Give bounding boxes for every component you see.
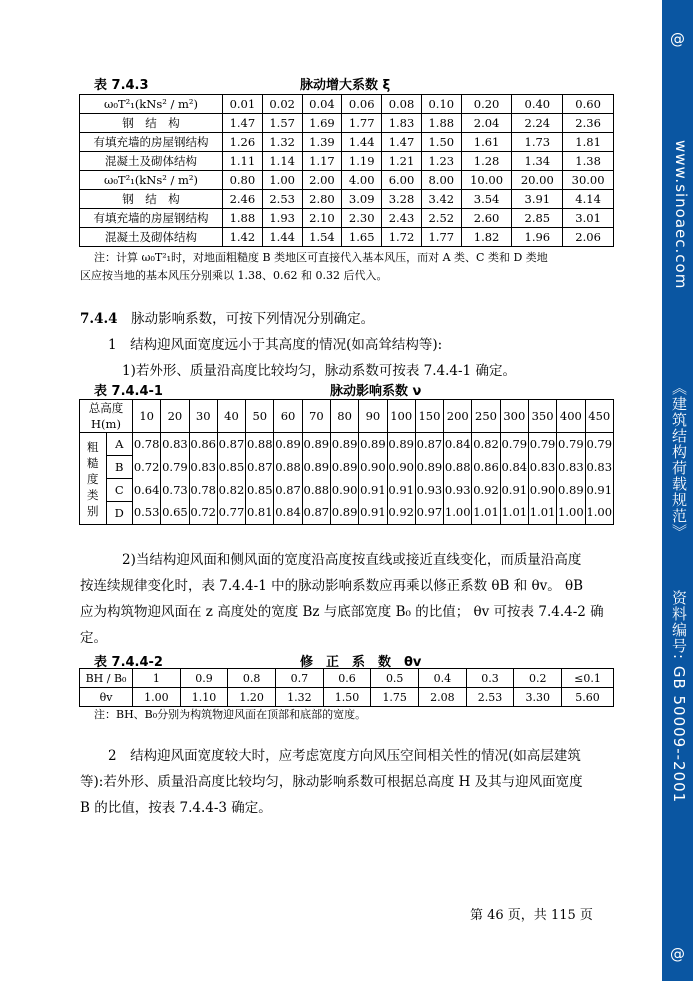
table-cell: 1.88: [223, 209, 263, 228]
table-cell: 0.86: [472, 456, 500, 479]
table-cell: 1.01: [472, 502, 500, 525]
table-cell: 0.87: [415, 433, 443, 456]
sidebar-strip: [662, 0, 693, 981]
table-cell: 1.50: [323, 688, 371, 707]
roughness-char: 糙: [87, 455, 99, 470]
table-cell: 20.00: [512, 171, 563, 190]
table-cell: 0.92: [472, 479, 500, 502]
table-cell: 0.06: [342, 95, 382, 114]
table-cell: 0.97: [415, 502, 443, 525]
roughness-char: 别: [87, 503, 99, 518]
para-3-line-3: B 的比值，按表 7.4.4-3 确定。: [80, 800, 272, 816]
table-cell: 0.89: [330, 433, 358, 456]
table-row: [80, 228, 614, 247]
table-cell: 1.19: [342, 152, 382, 171]
height-cell: 300: [500, 400, 528, 433]
table-7441-number: 表 7.4.4-1: [94, 384, 163, 399]
table-row: [80, 209, 614, 228]
table-cell: 0.3: [466, 669, 514, 688]
table-cell: 0.53: [133, 502, 161, 525]
table-cell: 0.73: [161, 479, 189, 502]
table-cell: 1.42: [223, 228, 263, 247]
section-744-text: 脉动影响系数，可按下列情况分别确定。: [131, 311, 375, 327]
table-cell: 1.21: [382, 152, 422, 171]
table-7442-title: 修 正 系 数 θv: [300, 655, 422, 670]
table-743: [79, 94, 614, 247]
roughness-label: [80, 433, 107, 525]
table-cell: 0.88: [246, 433, 274, 456]
table-row-label: 混凝土及砌体结构: [80, 228, 223, 247]
height-cell: 100: [387, 400, 415, 433]
para-2-line-2: 按连续规律变化时，表 7.4.4-1 中的脉动影响系数应再乘以修正系数 θB 和 θv。 θB: [80, 578, 584, 594]
table-row: [80, 152, 614, 171]
para-3-line-2: 等):若外形、质量沿高度比较均匀，脉动影响系数可根据总高度 H 及其与迎风面宽度: [80, 774, 583, 790]
height-cell: 80: [330, 400, 358, 433]
table-cell: 2.10: [302, 209, 342, 228]
table-cell: 2.24: [512, 114, 563, 133]
section-744-heading: [80, 306, 374, 332]
table-7442-note: 注：BH、B₀分别为构筑物迎风面在顶部和底部的宽度。: [94, 708, 367, 721]
table-cell: 10.00: [461, 171, 512, 190]
category-label: C: [106, 479, 133, 502]
at-symbol-bottom: @: [670, 945, 685, 963]
height-cell: 200: [444, 400, 472, 433]
table-row-label: 钢 结 构: [80, 190, 223, 209]
table-cell: 0.64: [133, 479, 161, 502]
table-cell: 0.83: [528, 456, 556, 479]
table-cell: 0.80: [223, 171, 263, 190]
table-cell: 0.4: [419, 669, 467, 688]
table-cell: 0.8: [228, 669, 276, 688]
table-row-label: 有填充墙的房屋钢结构: [80, 209, 223, 228]
table-cell: 0.90: [330, 479, 358, 502]
table-cell: 0.87: [246, 456, 274, 479]
table-cell: 0.85: [246, 479, 274, 502]
table-cell: 1.83: [382, 114, 422, 133]
table-cell: 3.28: [382, 190, 422, 209]
table-cell: 0.65: [161, 502, 189, 525]
table-cell: 0.93: [444, 479, 472, 502]
table-row: [80, 171, 614, 190]
table-cell: 0.91: [500, 479, 528, 502]
table-cell: 1.61: [461, 133, 512, 152]
table-cell: 1.11: [223, 152, 263, 171]
table-cell: 1.26: [223, 133, 263, 152]
table-cell: 1.96: [512, 228, 563, 247]
table-cell: 0.81: [246, 502, 274, 525]
table-row: [80, 133, 614, 152]
table-cell: 1.47: [223, 114, 263, 133]
table-cell: 0.88: [444, 456, 472, 479]
table-cell: 0.20: [461, 95, 512, 114]
table-cell: 0.91: [585, 479, 614, 502]
table-cell: 3.54: [461, 190, 512, 209]
table-cell: 0.9: [180, 669, 228, 688]
table-cell: 0.89: [302, 456, 330, 479]
table-cell: 0.60: [563, 95, 614, 114]
table-cell: 0.89: [274, 433, 302, 456]
table-cell: 2.06: [563, 228, 614, 247]
table-cell: 0.6: [323, 669, 371, 688]
table-cell: 0.84: [500, 456, 528, 479]
table-cell: 0.88: [302, 479, 330, 502]
table-cell: 2.53: [466, 688, 514, 707]
category-label: A: [106, 433, 133, 456]
table-cell: 2.80: [302, 190, 342, 209]
table-cell: 1.47: [382, 133, 422, 152]
table-cell: 0.79: [528, 433, 556, 456]
table-cell: 2.46: [223, 190, 263, 209]
table-cell: 0.72: [133, 456, 161, 479]
table-cell: 6.00: [382, 171, 422, 190]
table-cell: 0.72: [189, 502, 217, 525]
table-cell: 1.10: [180, 688, 228, 707]
height-cell: 150: [415, 400, 443, 433]
table-cell: 1.00: [262, 171, 302, 190]
table-cell: 3.09: [342, 190, 382, 209]
table-cell: 0.02: [262, 95, 302, 114]
height-cell: 10: [133, 400, 161, 433]
table-row-label: 有填充墙的房屋钢结构: [80, 133, 223, 152]
table-cell: 0.79: [557, 433, 585, 456]
table-743-note-1: 注：计算 ω₀T²₁时，对地面粗糙度 B 类地区可直接代入基本风压，而对 A 类、C 类和 D 类地: [94, 251, 548, 264]
table-cell: 2.08: [419, 688, 467, 707]
table-row: [80, 456, 614, 479]
table-cell: 0.83: [189, 456, 217, 479]
table-cell: 0.91: [387, 479, 415, 502]
table-cell: 0.04: [302, 95, 342, 114]
table-cell: 0.83: [585, 456, 614, 479]
table-cell: 0.7: [276, 669, 324, 688]
height-header: 总高度 H(m): [80, 400, 133, 433]
table-cell: 0.89: [302, 433, 330, 456]
roughness-char: 粗: [87, 439, 99, 454]
table-cell: 0.90: [359, 456, 387, 479]
book-title: 《建筑结构荷载规范》: [670, 380, 688, 540]
category-label: D: [106, 502, 133, 525]
table-cell: 0.89: [330, 456, 358, 479]
table-cell: 3.42: [421, 190, 461, 209]
table-cell: 1.93: [262, 209, 302, 228]
table-cell: 1.39: [302, 133, 342, 152]
table-cell: 1.01: [500, 502, 528, 525]
table-cell: 1.32: [262, 133, 302, 152]
table-cell: 1.14: [262, 152, 302, 171]
table-cell: 1.77: [421, 228, 461, 247]
table-7442: [79, 668, 614, 707]
table-cell: 0.2: [514, 669, 562, 688]
table-row-label: θv: [80, 688, 133, 707]
table-row-label: 钢 结 构: [80, 114, 223, 133]
table-cell: 0.82: [217, 479, 245, 502]
table-cell: 0.89: [359, 433, 387, 456]
table-cell: 0.87: [274, 479, 302, 502]
height-cell: 60: [274, 400, 302, 433]
table-cell: 1.72: [382, 228, 422, 247]
table-cell: 0.91: [359, 502, 387, 525]
table-cell: 1.00: [585, 502, 614, 525]
table-cell: 2.52: [421, 209, 461, 228]
height-cell: 400: [557, 400, 585, 433]
height-cell: 50: [246, 400, 274, 433]
table-cell: 0.79: [500, 433, 528, 456]
table-row: [80, 688, 614, 707]
site-url: www.sinoaec.com: [672, 140, 690, 290]
table-cell: 0.79: [585, 433, 614, 456]
table-cell: 1.28: [461, 152, 512, 171]
table-cell: 0.92: [387, 502, 415, 525]
table-header-row: [80, 400, 614, 433]
height-cell: 20: [161, 400, 189, 433]
height-cell: 90: [359, 400, 387, 433]
table-cell: 2.43: [382, 209, 422, 228]
table-cell: 1.88: [421, 114, 461, 133]
table-row: [80, 433, 614, 456]
table-row: [80, 95, 614, 114]
table-cell: 0.10: [421, 95, 461, 114]
table-cell: 1.54: [302, 228, 342, 247]
table-cell: 0.90: [387, 456, 415, 479]
table-row-label: 混凝土及砌体结构: [80, 152, 223, 171]
table-cell: 1.77: [342, 114, 382, 133]
table-cell: 5.60: [562, 688, 614, 707]
table-row-header: ω₀T²₁(kNs² / m²): [80, 171, 223, 190]
table-row: [80, 669, 614, 688]
table-cell: 1.23: [421, 152, 461, 171]
table-cell: 0.89: [415, 456, 443, 479]
table-cell: 3.91: [512, 190, 563, 209]
item-1-sub: 1)若外形、质量沿高度比较均匀，脉动系数可按表 7.4.4-1 确定。: [122, 363, 516, 379]
table-cell: 0.84: [274, 502, 302, 525]
table-cell: 8.00: [421, 171, 461, 190]
table-cell: 0.86: [189, 433, 217, 456]
table-cell: 2.60: [461, 209, 512, 228]
table-cell: 0.84: [444, 433, 472, 456]
table-row-header: ω₀T²₁(kNs² / m²): [80, 95, 223, 114]
table-cell: 0.87: [217, 433, 245, 456]
table-cell: 3.01: [563, 209, 614, 228]
height-cell: 70: [302, 400, 330, 433]
section-744-number: 7.4.4: [80, 311, 118, 327]
roughness-char: 类: [87, 487, 99, 502]
page-footer: 第 46 页，共 115 页: [470, 908, 593, 923]
table-cell: 2.04: [461, 114, 512, 133]
table-cell: 0.78: [189, 479, 217, 502]
table-cell: 1.44: [342, 133, 382, 152]
table-cell: 30.00: [563, 171, 614, 190]
table-cell: 1.00: [444, 502, 472, 525]
table-cell: 0.91: [359, 479, 387, 502]
table-cell: 1.73: [512, 133, 563, 152]
table-cell: 0.87: [302, 502, 330, 525]
table-cell: 3.30: [514, 688, 562, 707]
roughness-char: 度: [87, 471, 99, 486]
item-1: 1 结构迎风面宽度远小于其高度的情况(如高耸结构等):: [108, 337, 443, 353]
height-cell: 250: [472, 400, 500, 433]
table-cell: 1.69: [302, 114, 342, 133]
table-cell: 1.38: [563, 152, 614, 171]
para-2-line-1: 2)当结构迎风面和侧风面的宽度沿高度按直线或接近直线变化，而质量沿高度: [122, 552, 582, 568]
category-label: B: [106, 456, 133, 479]
table-row: [80, 502, 614, 525]
table-cell: 0.93: [415, 479, 443, 502]
para-3-line-1: 2 结构迎风面宽度较大时，应考虑宽度方向风压空间相关性的情况(如高层建筑: [108, 748, 581, 764]
table-cell: 0.78: [133, 433, 161, 456]
table-cell: 1.44: [262, 228, 302, 247]
table-cell: 0.5: [371, 669, 419, 688]
para-2-line-3: 应为构筑物迎风面在 z 高度处的宽度 Bz 与底部宽度 B₀ 的比值； θv 可按表 7.4.4-2 确: [80, 604, 604, 620]
table-cell: 2.85: [512, 209, 563, 228]
table-cell: 1.00: [133, 688, 181, 707]
table-cell: ≤0.1: [562, 669, 614, 688]
height-cell: 350: [528, 400, 556, 433]
table-cell: 1.32: [276, 688, 324, 707]
table-cell: 0.88: [274, 456, 302, 479]
table-cell: 2.53: [262, 190, 302, 209]
table-cell: 1.34: [512, 152, 563, 171]
table-cell: 1.81: [563, 133, 614, 152]
height-cell: 450: [585, 400, 614, 433]
height-cell: 30: [189, 400, 217, 433]
table-cell: 1.20: [228, 688, 276, 707]
table-cell: 0.01: [223, 95, 263, 114]
table-cell: 0.82: [472, 433, 500, 456]
table-cell: 2.36: [563, 114, 614, 133]
table-cell: 0.77: [217, 502, 245, 525]
table-row: [80, 479, 614, 502]
table-cell: 1.50: [421, 133, 461, 152]
table-cell: 1.00: [557, 502, 585, 525]
table-cell: 0.40: [512, 95, 563, 114]
table-cell: 0.89: [557, 479, 585, 502]
table-cell: 1.17: [302, 152, 342, 171]
table-row: [80, 114, 614, 133]
table-cell: 2.30: [342, 209, 382, 228]
table-cell: 2.00: [302, 171, 342, 190]
document-number: 资料编号: GB 50009--2001: [670, 590, 688, 804]
table-cell: 0.89: [330, 502, 358, 525]
table-7441: [79, 399, 614, 525]
height-cell: 40: [217, 400, 245, 433]
table-cell: 1.65: [342, 228, 382, 247]
table-7441-title: 脉动影响系数 ν: [330, 384, 422, 399]
table-7442-number: 表 7.4.4-2: [94, 655, 163, 670]
table-cell: 1.75: [371, 688, 419, 707]
para-2-line-4: 定。: [80, 630, 107, 646]
table-743-number: 表 7.4.3: [94, 78, 149, 93]
table-row-label: BH / B₀: [80, 669, 133, 688]
table-cell: 0.90: [528, 479, 556, 502]
table-cell: 0.83: [161, 433, 189, 456]
table-cell: 0.85: [217, 456, 245, 479]
table-cell: 1.82: [461, 228, 512, 247]
table-cell: 0.79: [161, 456, 189, 479]
table-cell: 0.08: [382, 95, 422, 114]
table-cell: 1.57: [262, 114, 302, 133]
table-743-note-2: 区应按当地的基本风压分别乘以 1.38、0.62 和 0.32 后代入。: [80, 269, 388, 282]
table-cell: 0.83: [557, 456, 585, 479]
table-cell: 1: [133, 669, 181, 688]
table-cell: 4.14: [563, 190, 614, 209]
table-cell: 1.01: [528, 502, 556, 525]
at-symbol-top: @: [670, 30, 685, 48]
table-cell: 0.89: [387, 433, 415, 456]
table-cell: 4.00: [342, 171, 382, 190]
table-row: [80, 190, 614, 209]
table-743-title: 脉动增大系数 ξ: [300, 78, 391, 93]
